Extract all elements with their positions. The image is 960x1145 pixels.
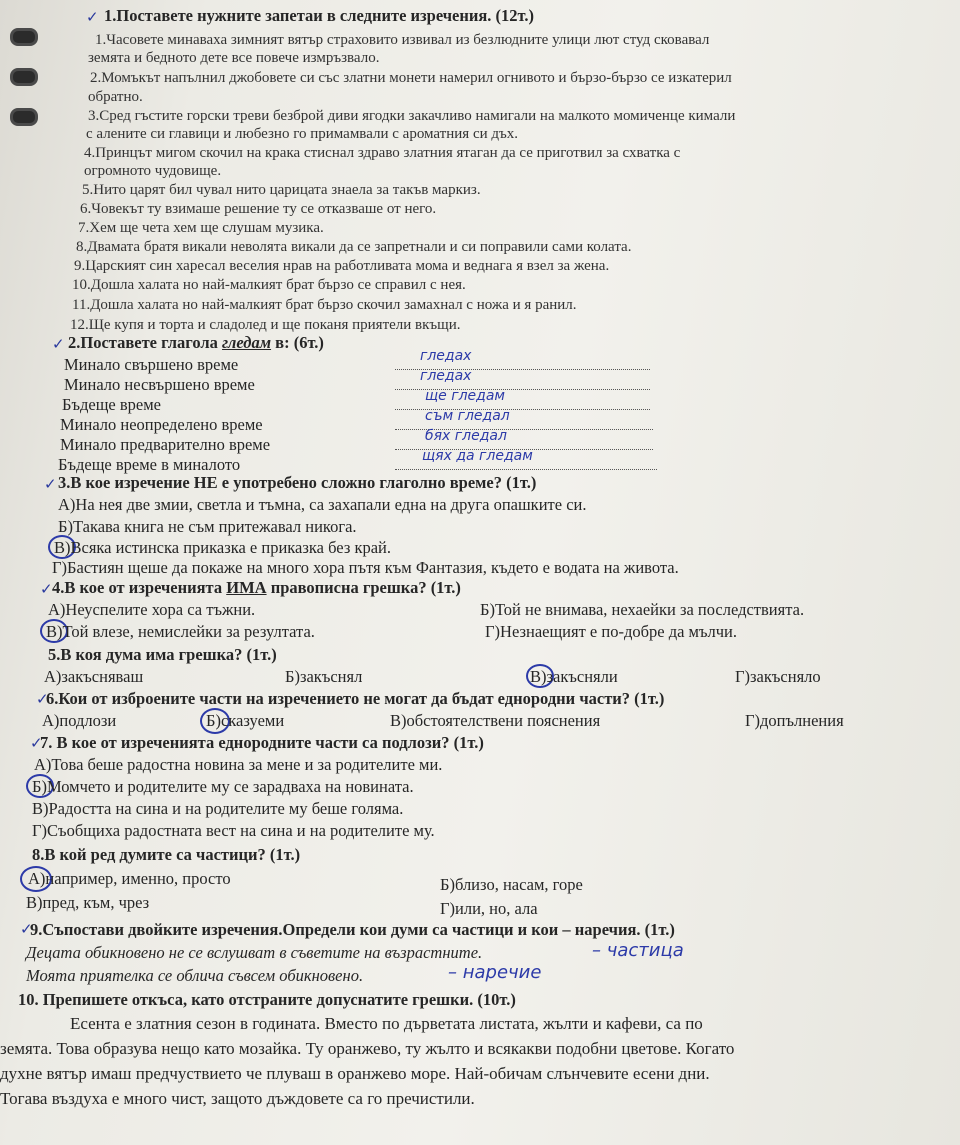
q4-option: Г)Незнаещият е по-добре да мълчи.: [485, 622, 737, 641]
q9-answer-1: – частица: [592, 940, 684, 961]
q9-answer-2: – наречие: [448, 962, 542, 983]
binding-ring: [10, 28, 38, 46]
q2-answer: гледах: [420, 368, 472, 384]
q1-sentence: 9.Царският син харесал веселия нрав на работливата мома и веднага я взел за жена.: [74, 258, 610, 274]
q1-sentence: с алените си главици и любезно го примамвали с ароматния си дъх.: [86, 126, 519, 142]
q4-option: А)Неуспелите хора са тъжни.: [48, 600, 256, 619]
q7-option: Г)Съобщиха радостната вест на сина и на родителите му.: [32, 821, 435, 840]
q2-row-label: Минало несвършено време: [64, 375, 255, 394]
q8-option: Б)близо, насам, горе: [440, 875, 583, 894]
q7-option-selected: Б)Момчето и родителите му се зарадваха на новината.: [32, 777, 414, 796]
q1-sentence: 12.Ще купя и торта и сладолед и ще поканя приятели вкъщи.: [70, 317, 461, 333]
check-mark: ✓: [36, 690, 49, 708]
q2-answer: ще гледам: [425, 388, 505, 404]
q1-sentence: обратно.: [88, 89, 143, 105]
q9-sentence-2: Моята приятелка се облича съвсем обикновено.: [26, 966, 364, 985]
q5-title: 5.В коя дума има грешка? (1т.): [48, 645, 277, 664]
q10-text-line: земята. Това образува нещо като мозайка. Ту оранжево, ту жълто и всякакви подобни цветове. Когато: [0, 1039, 735, 1058]
q5-option-selected: В)закъсняли: [530, 667, 618, 686]
q10-title: 10. Препишете откъса, като отстраните допуснатите грешки. (10т.): [18, 990, 516, 1009]
q2-row-label: Минало свършено време: [64, 355, 239, 374]
q4-option: Б)Той не внимава, нехаейки за последствията.: [480, 600, 805, 619]
check-mark: ✓: [86, 8, 99, 26]
q6-option: А)подлози: [42, 711, 117, 730]
binding-ring: [10, 108, 38, 126]
q3-option-selected: В)Всяка истинска приказка е приказка без край.: [54, 538, 392, 557]
q8-title: 8.В кой ред думите са частици? (1т.): [32, 845, 301, 864]
q5-option: Г)закъсняло: [735, 667, 821, 686]
q8-option: Г)или, но, ала: [440, 899, 538, 918]
q6-title: 6.Кои от изброените части на изречението не могат да бъдат еднородни части? (1т.): [46, 689, 665, 708]
q6-option: В)обстоятелствени пояснения: [390, 711, 601, 730]
check-mark: ✓: [52, 335, 65, 353]
q4-option-selected: В)Той влезе, немислейки за резултата.: [46, 622, 315, 641]
q1-sentence: 5.Нито царят бил чувал нито царицата знаела за такъв маркиз.: [82, 182, 481, 198]
q9-sentence-1: Децата обикновено не се вслушват в съветите на възрастните.: [26, 943, 483, 962]
q8-option-selected: А)например, именно, просто: [28, 869, 231, 888]
q1-sentence: 7.Хем ще чета хем ще слушам музика.: [78, 220, 324, 236]
q1-title: 1.Поставете нужните запетаи в следните изречения. (12т.): [104, 6, 535, 25]
q10-text-line: духне вятър имаш предчуствието че плуваш в оранжево море. Най-обичам слънчевите есени дни.: [0, 1064, 710, 1083]
q10-text-line: Есента е златния сезон в годината. Вместо по дърветата листата, жълти и кафеви, са по: [70, 1014, 703, 1033]
q2-row-label: Бъдеще време в миналото: [58, 455, 241, 474]
check-mark: ✓: [40, 580, 53, 598]
q5-option: А)закъсняваш: [44, 667, 144, 686]
q3-title: 3.В кое изречение НЕ е употребено сложно глаголно време? (1т.): [58, 473, 537, 492]
check-mark: ✓: [44, 475, 57, 493]
q1-sentence: 2.Момъкът напълнил джобовете си със златни монети намерил огнивото и бързо-бързо се изкатерил: [90, 70, 732, 86]
q1-sentence: 8.Двамата братя викали неволята викали да се запретнали и си поправили сами колата.: [76, 239, 632, 255]
q8-option: В)пред, към, чрез: [26, 893, 150, 912]
check-mark: ✓: [20, 920, 33, 938]
q1-sentence: 10.Дошла халата но най-малкият брат бързо се справил с нея.: [72, 277, 466, 293]
binding-ring: [10, 68, 38, 86]
q3-option: А)На нея две змии, светла и тъмна, са захапали една на друга опашките си.: [58, 495, 587, 514]
q7-option: А)Това беше радостна новина за мене и за родителите ми.: [34, 755, 443, 774]
q3-option: Г)Бастиян щеше да покаже на много хора пътя към Фантазия, където е водата на живота.: [52, 558, 679, 577]
q2-row-label: Минало неопределено време: [60, 415, 263, 434]
q2-answer: бях гледал: [425, 428, 507, 444]
q2-answer: съм гледал: [425, 408, 510, 424]
check-mark: ✓: [30, 734, 43, 752]
q3-option: Б)Такава книга не съм притежавал никога.: [58, 517, 357, 536]
q1-sentence: 4.Принцът мигом скочил на крака стиснал здраво златния ятаган да се приготвил за схватка с: [84, 145, 681, 161]
q10-text-line: Тогава въздуха е много чист, защото дъждовете са го пречистили.: [0, 1089, 475, 1108]
q1-sentence: 11.Дошла халата но най-малкият брат бързо скочил замахнал с ножа и я ранил.: [72, 297, 577, 313]
q2-answer: щях да гледам: [422, 448, 533, 464]
q2-row-label: Бъдеще време: [62, 395, 162, 414]
q2-answer: гледах: [420, 348, 472, 364]
q1-sentence: 1.Часовете минаваха зимният вятър страховито извивал из безлюдните улици лют студ сковавал: [95, 32, 710, 48]
q7-option: В)Радостта на сина и на родителите му беше голяма.: [32, 799, 404, 818]
q1-sentence: земята и бедното дете все повече измръзвало.: [88, 50, 380, 66]
q7-title: 7. В кое от изреченията еднородните части са подлози? (1т.): [40, 733, 484, 752]
q1-sentence: огромното чудовище.: [84, 163, 222, 179]
q6-option: Г)допълнения: [745, 711, 844, 730]
q5-option: Б)закъснял: [285, 667, 363, 686]
q1-sentence: 6.Човекът ту взимаше решение ту се отказваше от него.: [80, 201, 437, 217]
q6-option-selected: Б)сказуеми: [206, 711, 285, 730]
q1-sentence: 3.Сред гъстите горски треви безброй диви ягодки закачливо намигали на малкото момиченце кимали: [88, 108, 736, 124]
q2-row-label: Минало предварително време: [60, 435, 271, 454]
q4-title: 4.В кое от изреченията ИМА правописна грешка? (1т.): [52, 578, 461, 597]
q2-title: 2.Поставете глагола гледам в: (6т.): [68, 333, 324, 352]
q9-title: 9.Съпостави двойките изречения.Определи кои думи са частици и кои – наречия. (1т.): [30, 920, 675, 939]
